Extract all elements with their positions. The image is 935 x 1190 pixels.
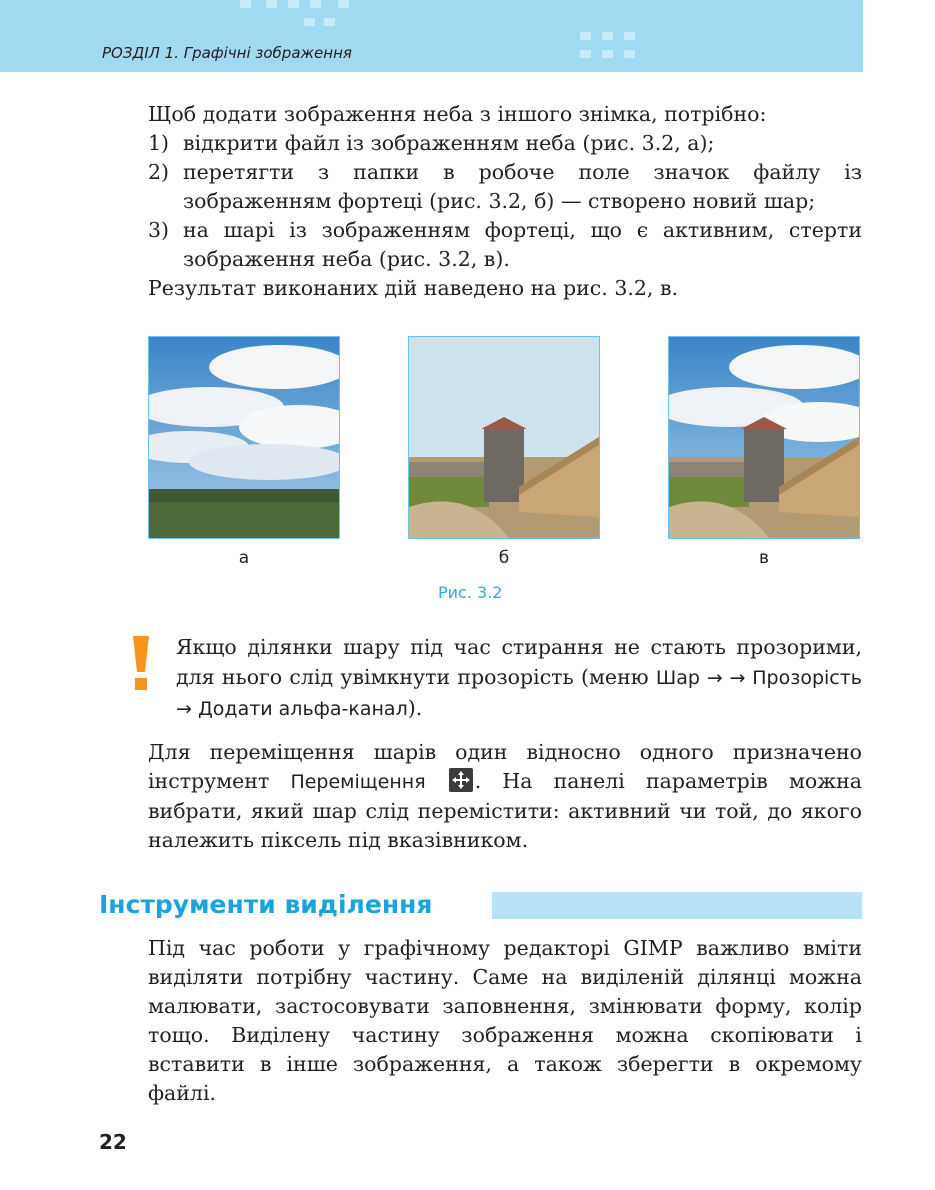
intro-block (148, 100, 862, 303)
figure-a-image (148, 336, 340, 539)
step-3 (148, 216, 862, 274)
figure-caption: Рис. 3.2 (438, 583, 503, 602)
intro-result: Результат виконаних дій наведено на рис. 3.2, в. (148, 276, 679, 300)
step-text: на шарі із зображенням фортеці, що є активним, стерти зображення неба (рис. 3.2, в). (183, 218, 862, 271)
figure-label-a: а (238, 548, 250, 568)
page-header (0, 0, 863, 72)
step-number: 1) (148, 131, 170, 155)
intro-lead: Щоб додати зображення неба з іншого знімка, потрібно: (148, 102, 767, 126)
step-number: 3) (148, 218, 170, 242)
section-header-title: РОЗДІЛ 1. Графічні зображення (102, 44, 352, 62)
section-heading-bar (492, 892, 862, 919)
step-number: 2) (148, 160, 170, 184)
note-block (176, 632, 862, 724)
figure-label-b: б (498, 548, 510, 568)
figure-b-image (408, 336, 600, 539)
move-text-1: Для переміщення шарів один відносно одного призначено інструмент (148, 740, 862, 793)
figure-c-image (668, 336, 860, 539)
note-text: Якщо ділянки шару під час стирання не стають прозорими, для нього слід увімкнути прозорість (меню (176, 635, 862, 689)
note-end: ). (407, 696, 423, 720)
move-text-2: . На панелі параметрів можна вибрати, який шар слід перемістити: активний чи той, до якого належить піксель під вказівником. (148, 769, 862, 852)
step-text: відкрити файл із зображенням неба (рис. 3.2, а); (183, 131, 715, 155)
exclamation-icon (130, 636, 152, 692)
step-1 (148, 129, 862, 158)
step-text: перетягти з папки в робоче поле значок файлу із зображенням фортеці (рис. 3.2, б) — створено новий шар; (183, 160, 862, 213)
page-number: 22 (99, 1130, 127, 1154)
step-2 (148, 158, 862, 216)
move-tool-icon (449, 768, 473, 792)
note-menu-path: Шар → → Прозорість → Додати альфа-канал (176, 667, 863, 720)
move-paragraph (148, 738, 862, 855)
section-paragraph: Під час роботи у графічному редакторі GIMP важливо вміти виділяти потрібну частину. Саме на виділеній ділянці можна малювати, застосовувати заповнення, змінювати форму, колір тощо. Виділену частину зображення можна скопіювати і вставити в інше зображення, а також зберегти в окремому файлі. (148, 936, 862, 1105)
figure-label-c: в (758, 548, 770, 568)
section-heading: Інструменти виділення (99, 890, 433, 919)
move-tool-name: Переміщення (290, 771, 426, 793)
